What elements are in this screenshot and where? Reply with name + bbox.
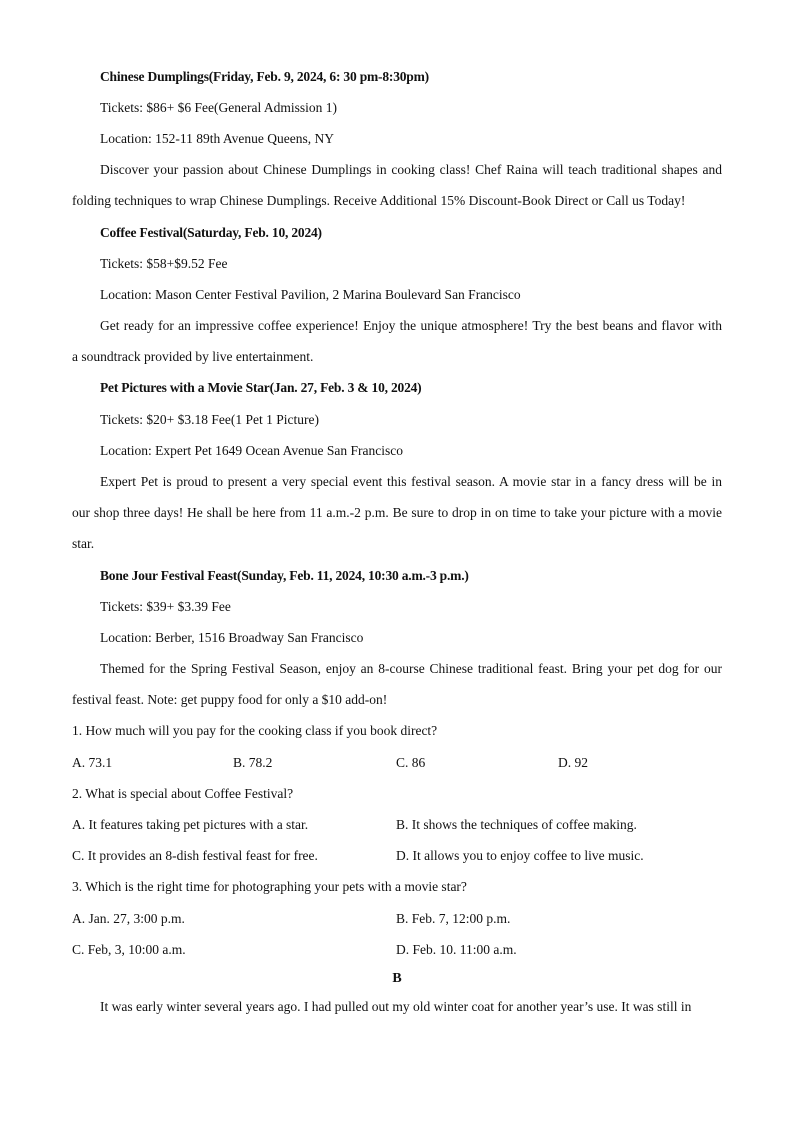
event-title: Pet Pictures with a Movie Star(Jan. 27, Feb. 3 & 10, 2024) bbox=[100, 380, 422, 395]
event-description-line: Discover your passion about Chinese Dumplings in cooking class! Chef Raina will teach traditional shapes and bbox=[100, 162, 722, 177]
answer-option: C. 86 bbox=[396, 755, 426, 770]
section-heading: B bbox=[392, 971, 402, 986]
answer-option: D. Feb. 10. 11:00 a.m. bbox=[396, 942, 517, 957]
event-title: Chinese Dumplings(Friday, Feb. 9, 2024, 6: 30 pm-8:30pm) bbox=[100, 69, 429, 84]
event-title: Coffee Festival(Saturday, Feb. 10, 2024) bbox=[100, 225, 322, 240]
answer-option: B. 78.2 bbox=[233, 755, 273, 770]
question-stem: 3. Which is the right time for photographing your pets with a movie star? bbox=[72, 879, 467, 894]
event-description-line: star. bbox=[72, 536, 95, 551]
answer-option: D. It allows you to enjoy coffee to live music. bbox=[396, 848, 644, 863]
event-description-line: Expert Pet is proud to present a very special event this festival season. A movie star in a fancy dress will be in bbox=[100, 474, 722, 489]
answer-option: C. It provides an 8-dish festival feast for free. bbox=[72, 848, 318, 863]
answer-option: C. Feb, 3, 10:00 a.m. bbox=[72, 942, 186, 957]
event-description-line: Get ready for an impressive coffee experience! Enjoy the unique atmosphere! Try the best beans and flavor with bbox=[100, 318, 722, 333]
answer-option: B. Feb. 7, 12:00 p.m. bbox=[396, 911, 511, 926]
event-title: Bone Jour Festival Feast(Sunday, Feb. 11, 2024, 10:30 a.m.-3 p.m.) bbox=[100, 568, 469, 583]
event-description-line: folding techniques to wrap Chinese Dumplings. Receive Additional 15% Discount-Book Direct or Call us Today! bbox=[72, 193, 686, 208]
event-location: Location: Mason Center Festival Pavilion, 2 Marina Boulevard San Francisco bbox=[100, 287, 521, 302]
event-tickets: Tickets: $58+$9.52 Fee bbox=[100, 256, 228, 271]
event-description-line: Themed for the Spring Festival Season, enjoy an 8-course Chinese traditional feast. Bring your pet dog for our bbox=[100, 661, 722, 676]
event-tickets: Tickets: $39+ $3.39 Fee bbox=[100, 599, 231, 614]
answer-option: B. It shows the techniques of coffee making. bbox=[396, 817, 637, 832]
event-location: Location: 152-11 89th Avenue Queens, NY bbox=[100, 131, 334, 146]
passage-line: It was early winter several years ago. I had pulled out my old winter coat for another year’s use. It was still in bbox=[100, 999, 692, 1014]
event-tickets: Tickets: $86+ $6 Fee(General Admission 1) bbox=[100, 100, 337, 115]
event-description-line: a soundtrack provided by live entertainment. bbox=[72, 349, 314, 364]
answer-option: A. It features taking pet pictures with a star. bbox=[72, 817, 309, 832]
answer-option: A. Jan. 27, 3:00 p.m. bbox=[72, 911, 185, 926]
event-description-line: our shop three days! He shall be here from 11 a.m.-2 p.m. Be sure to drop in on time to take your picture with a movie bbox=[72, 505, 722, 520]
answer-option: D. 92 bbox=[558, 755, 588, 770]
question-stem: 1. How much will you pay for the cooking class if you book direct? bbox=[72, 723, 438, 738]
event-description-line: festival feast. Note: get puppy food for only a $10 add-on! bbox=[72, 692, 388, 707]
event-location: Location: Berber, 1516 Broadway San Francisco bbox=[100, 630, 364, 645]
answer-option: A. 73.1 bbox=[72, 755, 113, 770]
event-location: Location: Expert Pet 1649 Ocean Avenue San Francisco bbox=[100, 443, 404, 458]
event-tickets: Tickets: $20+ $3.18 Fee(1 Pet 1 Picture) bbox=[100, 412, 319, 427]
question-stem: 2. What is special about Coffee Festival? bbox=[72, 786, 294, 801]
